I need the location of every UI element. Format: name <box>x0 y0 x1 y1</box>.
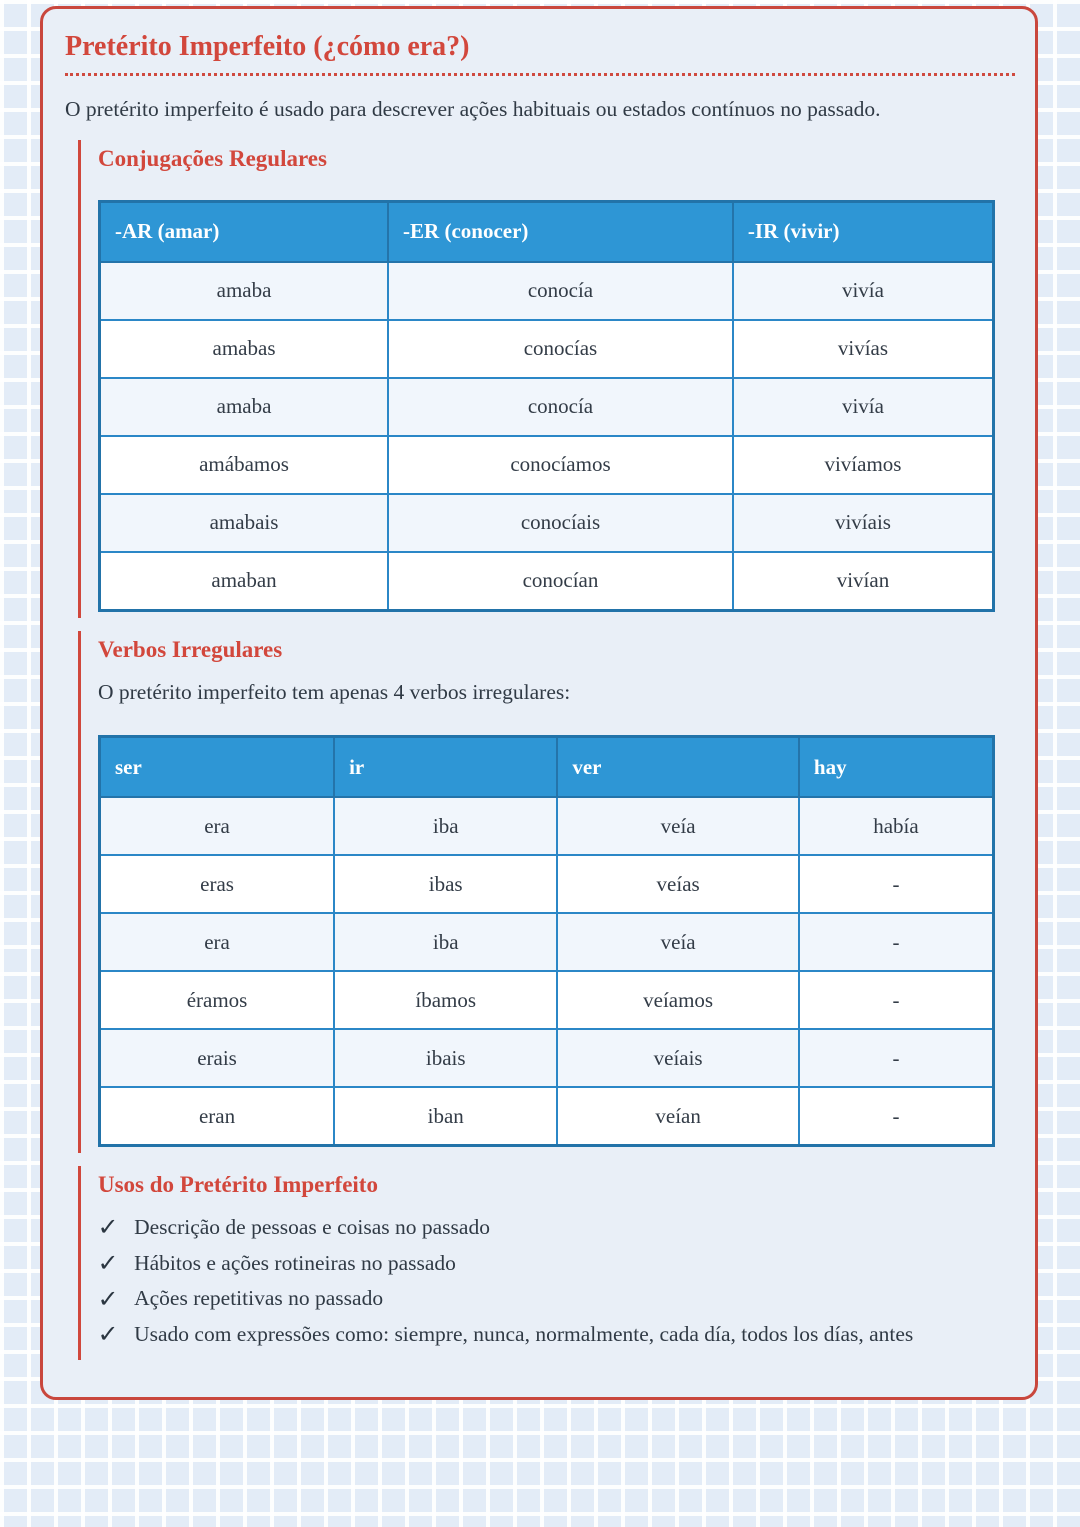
table-cell: - <box>799 913 994 971</box>
table-cell: vivía <box>733 262 994 320</box>
table-cell: vivíamos <box>733 436 994 494</box>
table-cell: - <box>799 971 994 1029</box>
table-cell: eran <box>100 1087 335 1146</box>
table-cell: amaba <box>100 378 389 436</box>
study-notes-card <box>40 6 1038 1400</box>
table-cell: - <box>799 1029 994 1087</box>
section-heading-conjugacoes: Conjugações Regulares <box>98 146 327 172</box>
section-conjugacoes-regulares <box>78 140 1015 618</box>
table-cell: amabas <box>100 320 389 378</box>
table-row <box>100 552 994 611</box>
table-cell: vivía <box>733 378 994 436</box>
table-cell: amaba <box>100 262 389 320</box>
table-cell: iban <box>334 1087 557 1146</box>
table-cell: iba <box>334 913 557 971</box>
table-cell: veías <box>557 855 799 913</box>
table-cell: - <box>799 1087 994 1146</box>
table-cell: conocían <box>388 552 733 611</box>
table-cell: amábamos <box>100 436 389 494</box>
table-row <box>100 436 994 494</box>
table-cell: conocíais <box>388 494 733 552</box>
table-cell: veíamos <box>557 971 799 1029</box>
page-title: Pretérito Imperfeito (¿cómo era?) <box>65 31 1015 76</box>
table-row <box>100 913 994 971</box>
table-cell: conocías <box>388 320 733 378</box>
checklist-item-text: Usado com expressões como: siempre, nunca, normalmente, cada día, todos los días, antes <box>134 1322 914 1347</box>
table-cell: erais <box>100 1029 335 1087</box>
checklist-item <box>98 1247 1003 1280</box>
table-cell: vivían <box>733 552 994 611</box>
table-row <box>100 797 994 855</box>
table-row <box>100 494 994 552</box>
column-header: -IR (vivir) <box>733 201 994 262</box>
table-header-row <box>100 201 994 262</box>
regular-conjugations-table <box>98 200 995 612</box>
table-cell: iba <box>334 797 557 855</box>
table-row <box>100 1029 994 1087</box>
table-header-row <box>100 737 994 798</box>
table-cell: conocía <box>388 262 733 320</box>
table-cell: - <box>799 855 994 913</box>
table-cell: conocía <box>388 378 733 436</box>
check-icon: ✓ <box>97 1249 119 1278</box>
checklist-item-text: Hábitos e ações rotineiras no passado <box>134 1250 456 1275</box>
table-cell: íbamos <box>334 971 557 1029</box>
checklist-item <box>98 1282 1003 1315</box>
column-header: -ER (conocer) <box>388 201 733 262</box>
table-row <box>100 971 994 1029</box>
table-cell: amaban <box>100 552 389 611</box>
uses-checklist <box>98 1211 1003 1351</box>
column-header: hay <box>799 737 994 798</box>
column-header: ser <box>100 737 335 798</box>
table-row <box>100 262 994 320</box>
table-cell: amabais <box>100 494 389 552</box>
table-row <box>100 378 994 436</box>
check-icon: ✓ <box>97 1284 119 1313</box>
table-cell: conocíamos <box>388 436 733 494</box>
section-verbos-irregulares <box>78 631 1015 1154</box>
table-cell: veía <box>557 797 799 855</box>
checklist-item <box>98 1211 1003 1244</box>
table-cell: éramos <box>100 971 335 1029</box>
column-header: ir <box>334 737 557 798</box>
check-icon: ✓ <box>97 1213 119 1242</box>
column-header: ver <box>557 737 799 798</box>
checklist-item <box>98 1318 1003 1351</box>
table-row <box>100 320 994 378</box>
table-cell: era <box>100 913 335 971</box>
checklist-item-text: Descrição de pessoas e coisas no passado <box>134 1215 490 1240</box>
irregulares-note: O pretérito imperfeito tem apenas 4 verbos irregulares: <box>98 680 571 705</box>
irregular-verbs-table <box>98 735 995 1147</box>
column-header: -AR (amar) <box>100 201 389 262</box>
table-cell: vivías <box>733 320 994 378</box>
table-cell: ibas <box>334 855 557 913</box>
table-cell: veían <box>557 1087 799 1146</box>
section-heading-irregulares: Verbos Irregulares <box>98 636 283 662</box>
table-cell: había <box>799 797 994 855</box>
table-cell: era <box>100 797 335 855</box>
intro-paragraph: O pretérito imperfeito é usado para descrever ações habituais ou estados contínuos no passado. <box>65 97 881 122</box>
section-usos <box>78 1166 1015 1359</box>
table-cell: vivíais <box>733 494 994 552</box>
checklist-item-text: Ações repetitivas no passado <box>134 1286 384 1311</box>
table-cell: eras <box>100 855 335 913</box>
table-row <box>100 1087 994 1146</box>
section-heading-usos: Usos do Pretérito Imperfeito <box>98 1172 378 1198</box>
table-cell: veíais <box>557 1029 799 1087</box>
table-row <box>100 855 994 913</box>
table-cell: veía <box>557 913 799 971</box>
table-cell: ibais <box>334 1029 557 1087</box>
check-icon: ✓ <box>97 1320 119 1349</box>
